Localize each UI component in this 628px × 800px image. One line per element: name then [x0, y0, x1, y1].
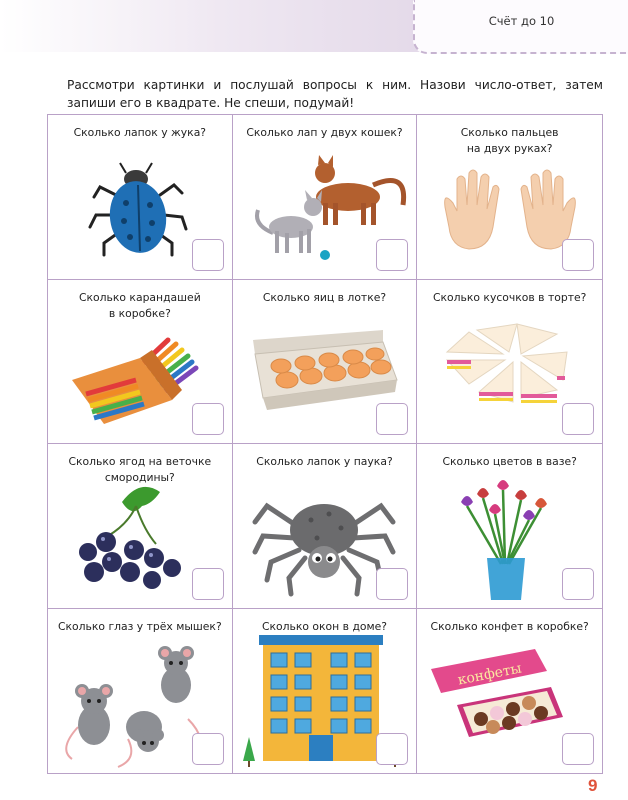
question-cell-spider	[233, 444, 418, 609]
question-cell-beetle	[48, 115, 233, 280]
question-cell-three-mice	[48, 609, 233, 774]
question-text: Сколько лапок у паука?	[256, 455, 393, 468]
question-grid	[47, 114, 603, 774]
question-cell-cake-slices	[417, 280, 602, 445]
question-text: Сколько пальцев на двух руках?	[460, 126, 559, 155]
question-text: Сколько ягод на веточке смородины?	[68, 455, 212, 484]
answer-box[interactable]	[376, 733, 408, 765]
question-text: Сколько карандашей в коробке?	[78, 290, 201, 320]
answer-box[interactable]	[192, 403, 224, 435]
question-text: Сколько лап у двух кошек?	[246, 126, 403, 139]
answer-box[interactable]	[562, 568, 594, 600]
candy-box-lid-label: конфеты	[456, 660, 524, 689]
answer-box[interactable]	[376, 568, 408, 600]
answer-box[interactable]	[562, 239, 594, 271]
answer-box[interactable]	[376, 403, 408, 435]
answer-box[interactable]	[562, 733, 594, 765]
answer-box[interactable]	[192, 239, 224, 271]
question-text: Сколько глаз у трёх мышек?	[57, 619, 222, 633]
question-cell-tulip-vase	[417, 444, 602, 609]
question-cell-egg-tray	[233, 280, 418, 445]
question-cell-blackcurrant	[48, 444, 233, 609]
section-title: Счёт до 10	[488, 14, 555, 28]
question-cell-two-hands	[417, 115, 602, 280]
question-text: Сколько кусочков в торте?	[432, 290, 587, 304]
question-cell-pencil-box	[48, 280, 233, 445]
question-text: Сколько яиц в лотке?	[262, 290, 387, 304]
question-text: Сколько цветов в вазе?	[442, 455, 577, 468]
page-number: 9	[588, 776, 598, 795]
answer-box[interactable]	[192, 733, 224, 765]
question-cell-candy-box	[417, 609, 602, 774]
answer-box[interactable]	[562, 403, 594, 435]
answer-box[interactable]	[376, 239, 408, 271]
answer-box[interactable]	[192, 568, 224, 600]
question-cell-house	[233, 609, 418, 774]
question-cell-two-cats	[233, 115, 418, 280]
task-instruction: Рассмотри картинки и послушай вопросы к ним. Назови число-ответ, затем запиши его в квадрате. Не спеши, подумай!	[67, 78, 603, 110]
question-text: Сколько лапок у жука?	[73, 126, 207, 139]
question-text: Сколько конфет в коробке?	[430, 619, 589, 633]
header-tab	[413, 0, 628, 54]
question-text: Сколько окон в доме?	[261, 619, 388, 633]
